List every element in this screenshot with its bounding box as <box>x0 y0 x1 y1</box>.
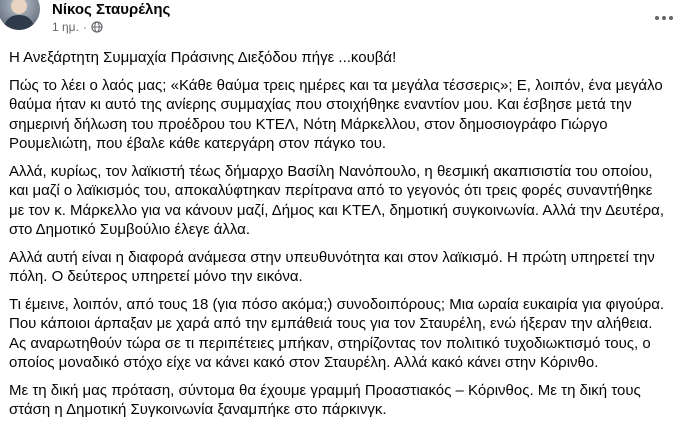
post-text-line: Που κάποιοι άρπαξαν με χαρά από την εμπάθειά τους για τον Σταυρέλη, ενώ ήξεραν την αλήθεια. <box>9 315 653 332</box>
avatar[interactable] <box>0 0 40 30</box>
post-text-line: Η Ανεξάρτητη Συμμαχία Πράσινης Διεξόδου πήγε ...κουβά! <box>9 49 397 66</box>
post-text-line: Με τη δική μας πρόταση, σύντομα θα έχουμε γραμμή Προαστιακός – Κόρινθος. Με τη δική τους <box>9 381 641 399</box>
post-paragraph <box>9 381 681 420</box>
post-paragraph <box>9 76 681 154</box>
post-text-line: σημερινή δήλωση του προέδρου του ΚΤΕΛ, Νότη Μάρκελλου, στον δημοσιογράφο Γιώργο <box>9 115 608 133</box>
post-text-line: με τον κ. Μάρκελλο για να κάνουν μαζί, Δήμος και ΚΤΕΛ, δημοτική συγκοινωνία. Αλλά την Δευτέρα, <box>9 201 664 219</box>
post-text-line: Αλλά, κυρίως, τον λαϊκιστή τέως δήμαρχο Βασίλη Νανόπουλο, η θεσμική ακαπισιστία του οποίου, <box>9 162 653 180</box>
post-text-line: Αλλά αυτή είναι η διαφορά ανάμεσα στην υπευθυνότητα και στον λαϊκισμό. Η πρώτη υπηρετεί την <box>9 248 655 266</box>
post-text-line: Ρουμελιώτη, που έβαλε κάθε κατεργάρη στον πάγκο του. <box>9 135 387 152</box>
post-text-line: Τι έμεινε, λοιπόν, από τους 18 (για πόσο ακόμα;) συνοδοιπόρους; Μια ωραία ευκαιρία για φιγούρα. <box>9 295 665 313</box>
post-text-line: οποίος μοναδικό στόχο είχε να κάνει κακό στον Σταυρέλη. Αλλά κακό κάνει στην Κόρινθο. <box>9 354 599 371</box>
post-text-line: Πώς το λέει ο λαός μας; «Κάθε θαύμα τρεις ημέρες και τα μεγάλα τέσσερις»; Ε, λοιπόν, ένα μεγάλο <box>9 76 663 94</box>
post-body <box>9 48 681 428</box>
post-text-line: θαύμα ήταν κι αυτό της ανίερης συμμαχίας που στοιχήθηκε εναντίον μου. Και έσβησε μετά την <box>9 96 632 113</box>
more-horizontal-icon[interactable] <box>652 8 676 28</box>
post-text-line: στάση η Δημοτική Συγκοινωνία ξαναμπήκε στο πάρκινγκ. <box>9 401 387 418</box>
post-text-line: Ας αναρωτηθούν τώρα σε τι περιπέτειες μπήκαν, στηρίζοντας τον πολιτικό τυχοδιωκτισμό τους, ο <box>9 334 651 352</box>
post-text-line: πόλη. Ο δεύτερος υπηρετεί μόνο την εικόνα. <box>9 268 303 285</box>
globe-icon <box>91 21 103 33</box>
post-meta <box>52 20 103 34</box>
post-timestamp[interactable]: 1 ημ. <box>52 20 79 34</box>
post-paragraph <box>9 248 681 287</box>
post-paragraph <box>9 48 681 68</box>
post-header <box>0 0 686 40</box>
post-paragraph <box>9 162 681 240</box>
post-text-line: στο Δημοτικό Συμβούλιο έλεγε άλλα. <box>9 221 251 238</box>
meta-separator: · <box>82 20 87 34</box>
post-author-name[interactable]: Νίκος Σταυρέλης <box>52 1 171 18</box>
post-text-line: και μαζί ο λαϊκισμός του, αποκαλύφτηκαν περίτρανα από το γεγονός ότι τρεις φορές συναντήθηκε <box>9 182 653 199</box>
post-paragraph <box>9 295 681 373</box>
